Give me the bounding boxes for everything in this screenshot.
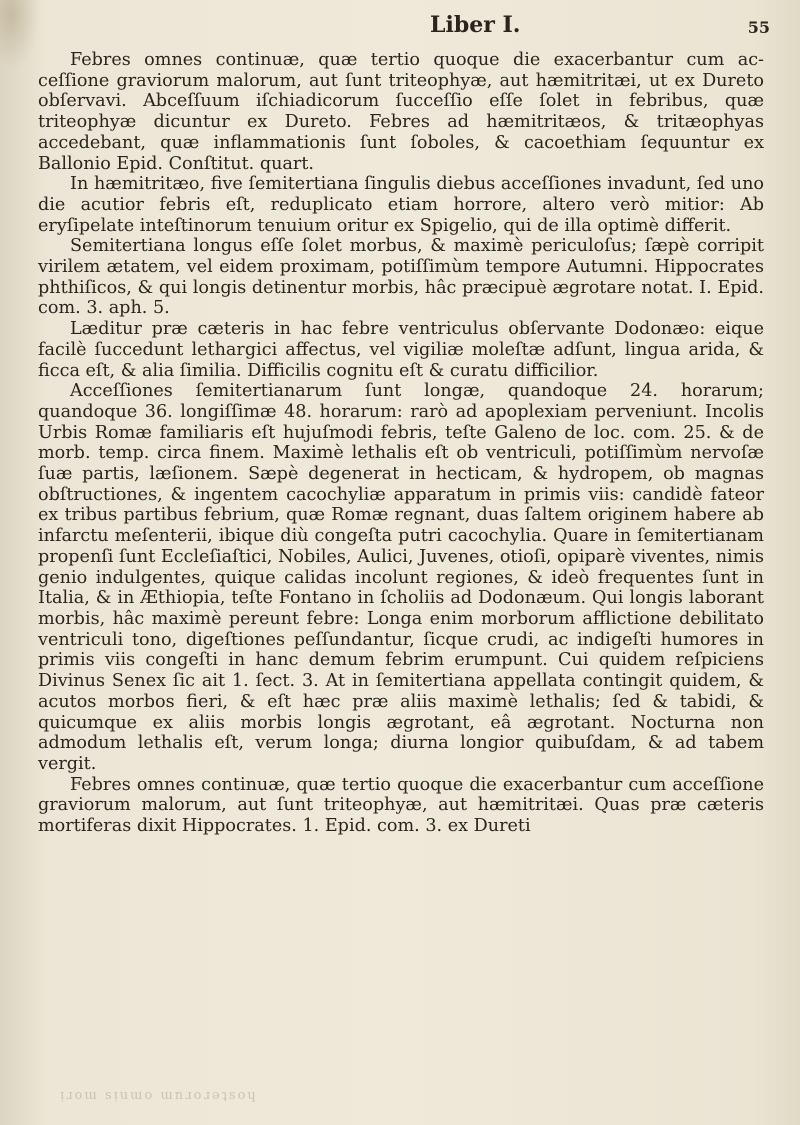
paragraph: Læditur præ cæteris in hac febre ventriculus obſervante Dodonæo: eique facilè ſuccedunt lethargici affectus, vel vigiliæ moleſtæ adſunt, lingua arida, & ficca eſt, & alia ſimilia. Difficilis cognitu eſt & curatu difficilior. [38, 319, 764, 381]
running-title: Liber I. [430, 12, 521, 38]
bleed-through-text: ᴉɹoɯ sᴉuɯo ɯnɹoɹǝʇsoɥ [60, 1088, 258, 1102]
paragraph: Semitertiana longus eſſe ſolet morbus, & maximè periculoſus; ſæpè corripit virilem ætatem, vel eidem proximam, potiſſimùm tempore Autumni. Hippocrates phthiſicos, & qui longis detinentur morbis, hâc præcipuè ægrotare notat. I. Epid. com. 3. aph. 5. [38, 236, 764, 319]
paragraph: Acceſſiones ſemitertianarum ſunt longæ, quandoque 24. horarum; quandoque 36. longiſſimæ 48. horarum: rarò ad apoplexiam perveniunt. Incolis Urbis Romæ familiaris eſt hujuſmodi febris, teſte Galeno de loc. com. 25. & de morb. temp. circa finem. Maximè lethalis eſt ob ventriculi, potiſſimùm nervoſæ ſuæ partis, læſionem. Sæpè degenerat in hecticam, & hydropem, ob magnas obſtructiones, & ingentem cacochyliæ apparatum in primis viis: candidè fateor ex tribus partibus febrium, quæ Romæ regnant, duas ſaltem originem habere ab infarctu meſenterii, ibique diù congeſta putri cacochylia. Quare in ſemitertianam propenſi ſunt Eccleſiaſtici, Nobiles, Aulici, Juvenes, otioſi, opiparè viventes, nimis genio indulgentes, quique calidas incolunt regiones, & ideò frequentes ſunt in Italia, & in Æthiopia, teſte Fontano in ſcholiis ad Dodonæum. Qui longis laborant morbis, hâc maximè pereunt febre: Longa enim morborum afflictione debilitato ventriculi tono, digeſtiones peſſundantur, ſicque crudi, ac indigeſti humores in primis viis congeſti in hanc demum febrim erumpunt. Cui quidem reſpiciens Divinus Senex ſic ait 1. ſect. 3. At in ſemitertiana appellata contingit quidem, & acutos morbos fieri, & eſt hæc præ aliis maximè lethalis; ſed & tabidi, & quicumque ex aliis morbis longis ægrotant, eâ ægrotant. Nocturna non admodum lethalis eſt, verum longa; diurna longior quibuſdam, & ad tabem vergit. [38, 381, 764, 774]
paragraph: In hæmitritæo, five ſemitertiana ſingulis diebus acceſſiones invadunt, ſed uno die acutior febris eſt, reduplicato etiam horrore, altero verò mitior: Ab eryſipelate inteſtinorum tenuium oritur ex Spigelio, qui de illa optimè differit. [38, 174, 764, 236]
page-header [60, 10, 770, 44]
body-text [38, 50, 764, 837]
paragraph: Febres omnes continuæ, quæ tertio quoque die exacerbantur cum acceſſione graviorum malorum, aut ſunt triteophyæ, aut hæmitritæi. Quas præ cæteris mortiferas dixit Hippocrates. 1. Epid. com. 3. ex Dureti [38, 774, 764, 837]
page-number: 55 [747, 18, 770, 37]
page-stain [0, 0, 40, 70]
paragraph: Febres omnes continuæ, quæ tertio quoque die exacerbantur cum ac-ceſſione graviorum malorum, aut ſunt triteophyæ, aut hæmitritæi, ut ex Dureto obſervavi. Abceſſuum iſchiadicorum ſucceſſio eſſe ſolet in febribus, quæ triteophyæ dicuntur ex Dureto. Febres ad hæmitritæos, & tritæophyas accedebant, quæ inflammationis ſunt ſoboles, & cacoethiam ſequuntur ex Ballonio Epid. Conſtitut. quart. [38, 50, 764, 174]
